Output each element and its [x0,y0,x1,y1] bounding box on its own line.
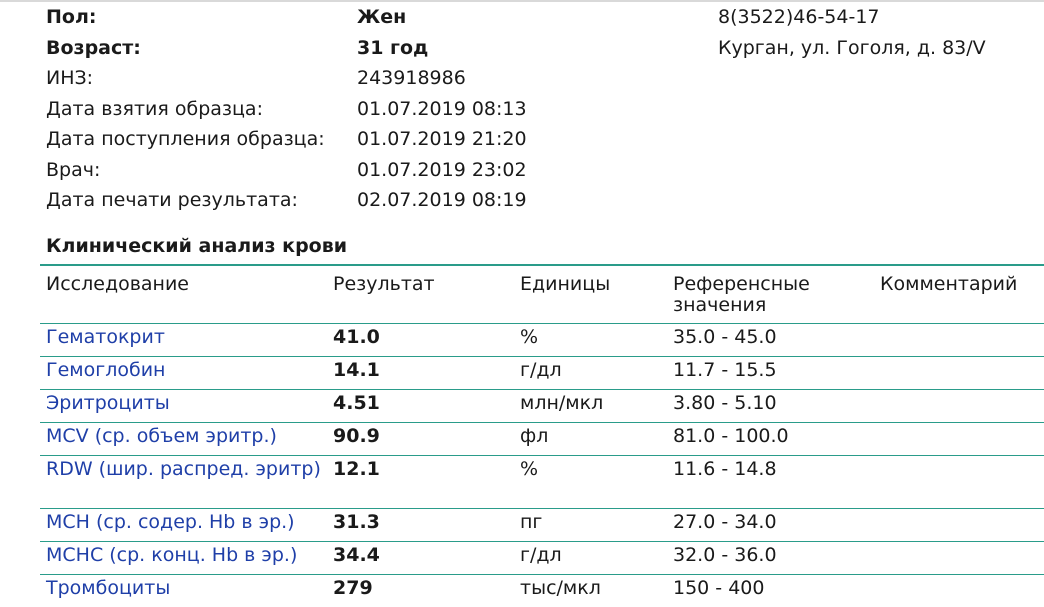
test-units: % [520,458,539,480]
patient-age-row [46,36,746,67]
patient-inz-value: 243918986 [357,67,466,89]
header-reference: Референсные значения [673,273,810,316]
table-row [40,541,1044,574]
patient-sex-value: Жен [357,6,407,28]
doctor-value: 01.07.2019 23:02 [357,158,527,181]
test-units: г/дл [520,544,562,566]
test-units: пг [520,511,543,533]
test-reference: 3.80 - 5.10 [673,392,777,414]
test-reference: 81.0 - 100.0 [673,425,789,447]
table-row [40,323,1044,356]
lab-address: Курган, ул. Гоголя, д. 83/V [718,36,986,59]
patient-age-value: 31 год [357,36,429,59]
test-name: MCH (ср. содер. Hb в эр.) [46,511,295,533]
sample-received-value: 01.07.2019 21:20 [357,128,527,150]
lab-contact [718,5,1038,66]
patient-age-label: Возраст: [46,36,141,59]
test-units: г/дл [520,359,562,381]
table-row [40,455,1044,508]
header-units: Единицы [520,273,611,295]
test-name: Гемоглобин [46,359,166,381]
patient-sex-row [46,5,746,36]
header-result: Результат [333,273,435,295]
patient-inz-label: ИНЗ: [46,67,94,89]
test-reference: 11.6 - 14.8 [673,458,777,480]
table-row [40,422,1044,455]
results-table [40,264,1044,607]
test-result: 90.9 [333,425,380,447]
sample-taken-label: Дата взятия образца: [46,97,263,120]
print-date-label: Дата печати результата: [46,189,298,211]
sample-taken-value: 01.07.2019 08:13 [357,97,527,120]
section-title: Клинический анализ крови [46,235,348,257]
test-reference: 150 - 400 [673,577,765,599]
test-reference: 32.0 - 36.0 [673,544,777,566]
test-result: 4.51 [333,392,380,414]
test-reference: 35.0 - 45.0 [673,326,777,348]
doctor-label: Врач: [46,158,101,181]
table-row [40,574,1044,607]
lab-phone: 8(3522)46-54-17 [718,6,880,28]
test-units: фл [520,425,549,447]
doctor-row [46,158,746,189]
patient-inz-row [46,66,746,97]
test-name: Тромбоциты [46,577,171,599]
test-units: млн/мкл [520,392,604,414]
test-name: Эритроциты [46,392,170,414]
header-test: Исследование [46,273,190,295]
header-comment: Комментарий [880,273,1018,295]
print-date-value: 02.07.2019 08:19 [357,189,527,211]
table-row [40,389,1044,422]
test-name: MCHC (ср. конц. Hb в эр.) [46,544,298,566]
test-reference: 11.7 - 15.5 [673,359,777,381]
sample-received-row [46,127,746,158]
test-name: Гематокрит [46,326,165,348]
sample-received-label: Дата поступления образца: [46,128,325,150]
test-result: 41.0 [333,326,380,348]
print-date-row [46,188,746,219]
test-result: 31.3 [333,511,380,533]
test-result: 14.1 [333,359,380,381]
test-name: RDW (шир. распред. эритр) [46,458,321,480]
patient-info [46,5,746,219]
test-name: MCV (ср. объем эритр.) [46,425,277,447]
test-result: 34.4 [333,544,380,566]
test-result: 279 [333,577,373,599]
table-header [40,266,1044,323]
table-row [40,356,1044,389]
test-units: тыс/мкл [520,577,601,599]
patient-sex-label: Пол: [46,6,97,28]
top-divider [0,0,1044,2]
test-reference: 27.0 - 34.0 [673,511,777,533]
test-result: 12.1 [333,458,380,480]
test-units: % [520,326,539,348]
sample-taken-row [46,97,746,128]
table-row [40,508,1044,541]
